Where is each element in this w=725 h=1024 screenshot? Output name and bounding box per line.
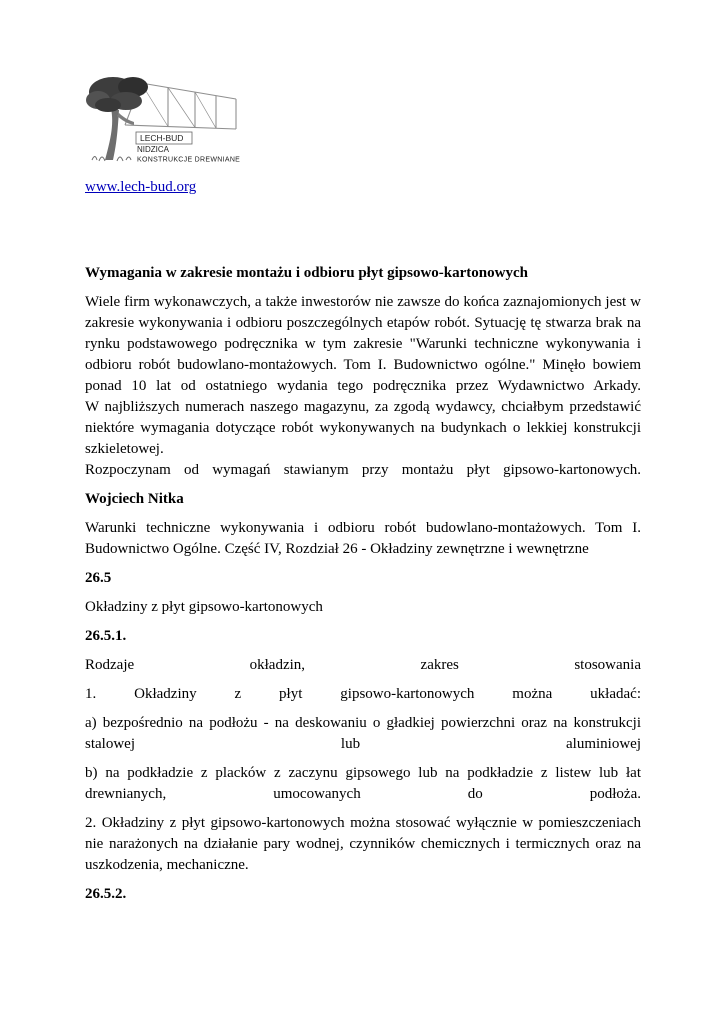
tree-foliage bbox=[86, 77, 148, 112]
reference-paragraph: Warunki techniczne wykonywania i odbioru robót budowlano-montażowych. Tom I. Budownictwo Ogólne. Część IV, Rozdział 26 - Okładziny zewnętrzne i wewnętrzne bbox=[85, 520, 641, 557]
tree-trunk bbox=[105, 108, 119, 160]
section-26-5-2-number: 26.5.2. bbox=[85, 886, 127, 902]
document-title: Wymagania w zakresie montażu i odbioru płyt gipsowo-kartonowych bbox=[85, 265, 528, 281]
section-26-5-1-number: 26.5.1. bbox=[85, 628, 127, 644]
intro-closing-line: Rozpoczynam od wymagań stawianym przy montażu płyt gipsowo-kartonowych. bbox=[85, 462, 641, 478]
company-logo bbox=[84, 72, 244, 164]
point-1: 1. Okładziny z płyt gipsowo-kartonowych można układać: bbox=[85, 686, 641, 702]
document-content bbox=[85, 263, 641, 913]
website-link[interactable]: www.lech-bud.org bbox=[85, 179, 197, 195]
point-2: 2. Okładziny z płyt gipsowo-kartonowych można stosować wyłącznie w pomieszczeniach nie narażonych na działanie pary wodnej, czynników chemicznych i termicznych oraz na uszkodzenia, mechaniczne. bbox=[85, 815, 641, 873]
author-name: Wojciech Nitka bbox=[85, 491, 184, 507]
tree-truss-logo-icon bbox=[84, 72, 244, 164]
section-26-5-title: Okładziny z płyt gipsowo-kartonowych bbox=[85, 599, 323, 615]
point-1a: a) bezpośrednio na podłożu - na deskowaniu o gładkiej powierzchni oraz na konstrukcji stalowej lub aluminiowej bbox=[85, 715, 641, 752]
logo-city-name: NIDZICA bbox=[137, 145, 169, 154]
section-26-5-1-heading: Rodzaje okładzin, zakres stosowania bbox=[85, 657, 641, 673]
point-1b: b) na podkładzie z placków z zaczynu gipsowego lub na podkładzie z listew lub łat drewnianych, umocowanych do podłoża. bbox=[85, 765, 641, 802]
intro-paragraph-part2: W najbliższych numerach naszego magazynu, za zgodą wydawcy, chciałbym przedstawić niektóre wymagania dotyczące robót wykonywanych na budynkach o lekkiej konstrukcji szkieletowej. bbox=[85, 399, 641, 457]
section-26-5-number: 26.5 bbox=[85, 570, 112, 586]
intro-paragraph-part1: Wiele firm wykonawczych, a także inwestorów nie zawsze do końca zaznajomionych jest w zakresie wykonywania i odbioru poszczególnych etapów robót. Sytuację tę stwarza brak na rynku podstawowego podręcznika w tym zakresie "Warunki techniczne wykonywania i odbioru robót budowlano-montażowych. Tom I. Budownictwo ogólne." Minęło bowiem ponad 10 lat od ostatniego wydania tego podręcznika przez Wydawnictwo Arkady. bbox=[85, 294, 641, 394]
logo-tagline: KONSTRUKCJE DREWNIANE bbox=[137, 156, 241, 164]
logo-company-name: LECH-BUD bbox=[140, 133, 184, 143]
